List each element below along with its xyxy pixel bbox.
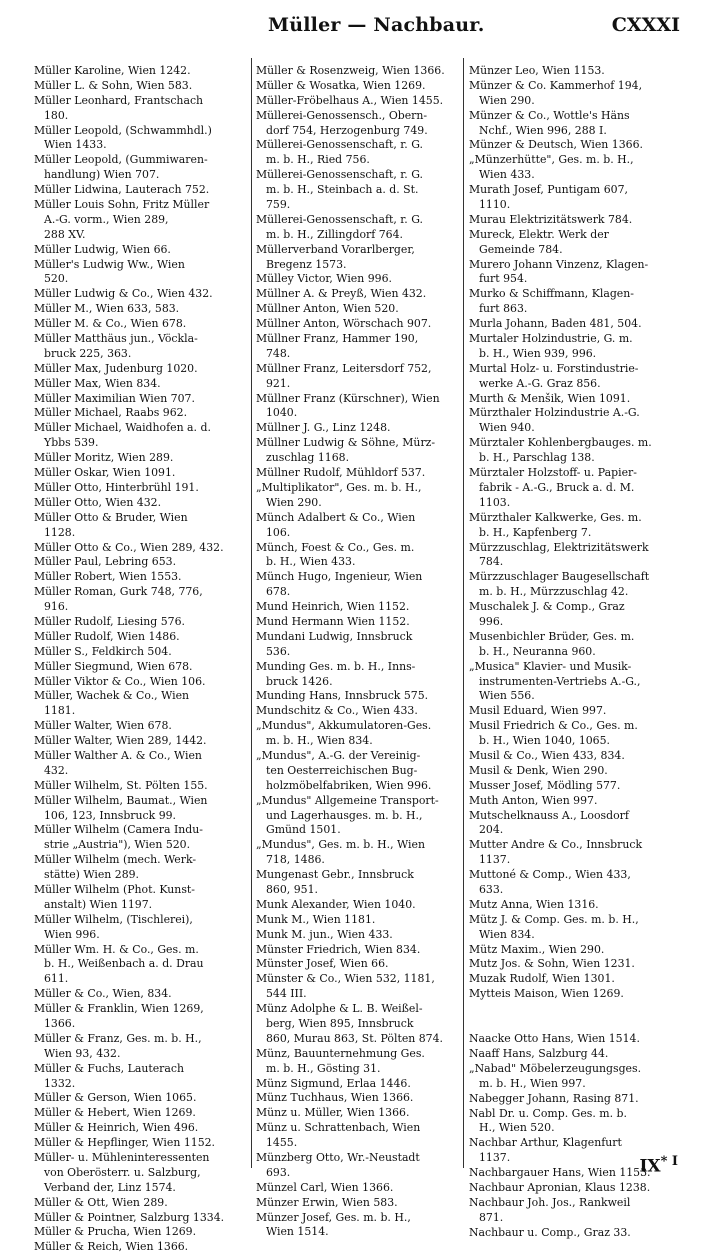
directory-entry: Münzer & Co., Wottle's Häns: [469, 108, 630, 122]
entry-continuation: A.-G. vorm., Wien 289,: [44, 212, 169, 226]
directory-entry: Musser Josef, Mödling 577.: [469, 778, 621, 792]
entry-continuation: 860, Murau 863, St. Pölten 874.: [266, 1031, 443, 1045]
directory-entry: Müller's Ludwig Ww., Wien: [34, 257, 185, 271]
entry-continuation: 180.: [44, 108, 69, 122]
directory-entry: Nachbar Arthur, Klagenfurt: [469, 1136, 622, 1150]
directory-entry: Müller Wilhelm (Phot. Kunst-: [34, 882, 195, 896]
entry-continuation: handlung) Wien 707.: [44, 168, 160, 182]
entry-continuation: 204.: [479, 823, 504, 837]
directory-entry: Münzberg Otto, Wr.-Neustadt: [256, 1151, 420, 1165]
directory-entry: Mürzthaler Holzindustrie A.-G.: [469, 406, 640, 420]
directory-entry: Nachbargauer Hans, Wien 1153.: [469, 1166, 651, 1180]
entry-continuation: 871.: [479, 1210, 504, 1224]
directory-entry: Naaff Hans, Salzburg 44.: [469, 1047, 609, 1060]
column-divider: [251, 58, 252, 1168]
entry-continuation: b. H., Weißenbach a. d. Drau: [44, 957, 204, 971]
directory-entry: Müller M., Wien 633, 583.: [34, 302, 180, 316]
directory-entry: Müller Walter, Wien 289, 1442.: [34, 734, 207, 748]
directory-column-2: [256, 64, 462, 1240]
entry-continuation: 106.: [266, 525, 291, 539]
directory-entry: Mürztaler Kohlenbergbauges. m.: [469, 436, 652, 450]
entry-continuation: werke A.-G. Graz 856.: [479, 376, 601, 390]
entry-continuation: 611.: [44, 972, 69, 986]
entry-continuation: Wien 290.: [479, 93, 535, 107]
directory-entry: Müllerei-Genossenschaft, r. G.: [256, 212, 423, 226]
entry-continuation: Wien 996.: [44, 927, 100, 941]
directory-entry: Munk M. jun., Wien 433.: [256, 927, 393, 941]
entry-continuation: 536.: [266, 644, 291, 658]
entry-continuation: m. b. H., Ried 756.: [266, 153, 370, 167]
directory-entry: „Mundus", A.-G. der Vereinig-: [256, 748, 421, 762]
directory-entry: Mutz Anna, Wien 1316.: [469, 897, 599, 911]
page-number: CXXXI: [611, 14, 680, 36]
signature-mark: * I: [660, 1154, 678, 1169]
directory-entry: Muth Anton, Wien 997.: [469, 793, 598, 807]
directory-entry: Müllner Rudolf, Mühldorf 537.: [256, 466, 426, 480]
entry-continuation: 693.: [266, 1165, 291, 1179]
directory-entry: Mütz J. & Comp. Ges. m. b. H.,: [469, 912, 639, 926]
directory-entry: Müller Ludwig, Wien 66.: [34, 242, 171, 256]
directory-entry: „Multiplikator", Ges. m. b. H.,: [256, 480, 422, 494]
entry-continuation: m. b. H., Steinbach a. d. St.: [266, 183, 419, 197]
entry-continuation: b. H., Kapfenberg 7.: [479, 525, 592, 539]
directory-entry: Munk M., Wien 1181.: [256, 912, 376, 926]
directory-entry: Müller Rudolf, Wien 1486.: [34, 629, 180, 643]
directory-entry: Münster Friedrich, Wien 834.: [256, 942, 421, 956]
directory-entry: Müller Leonhard, Frantschach: [34, 93, 204, 107]
directory-entry: Nabl Dr. u. Comp. Ges. m. b.: [469, 1106, 627, 1120]
directory-entry: Mungenast Gebr., Innsbruck: [256, 868, 414, 882]
directory-entry: Münch Hugo, Ingenieur, Wien: [256, 570, 423, 584]
entry-continuation: zuschlag 1168.: [266, 451, 350, 465]
page-header: [0, 0, 706, 50]
entry-continuation: strie „Austria"), Wien 520.: [44, 838, 191, 852]
directory-entry: Müllner J. G., Linz 1248.: [256, 421, 391, 435]
directory-entry: Murath Josef, Puntigam 607,: [469, 183, 628, 197]
directory-column-1: [34, 64, 247, 1255]
entry-continuation: Wien 290.: [266, 495, 322, 509]
directory-entry: Muzak Rudolf, Wien 1301.: [469, 972, 615, 986]
entry-continuation: berg, Wien 895, Innsbruck: [266, 1017, 414, 1030]
entry-continuation: und Lagerhausges. m. b. H.,: [266, 808, 423, 822]
directory-entry: Mütz Maxim., Wien 290.: [469, 942, 605, 956]
directory-entry: Müller Wilhelm (Camera Indu-: [34, 823, 203, 837]
directory-entry: Müller Wilhelm, Baumat., Wien: [34, 793, 208, 807]
directory-entry: Müllerverband Vorarlberger,: [256, 242, 415, 256]
directory-entry: Müller Roman, Gurk 748, 776,: [34, 585, 203, 599]
entry-continuation: ten Oesterreichischen Bug-: [266, 763, 418, 777]
directory-entry: Muttoné & Comp., Wien 433,: [469, 868, 631, 882]
entry-continuation: Wien 433.: [479, 168, 535, 182]
directory-entry: Müllner Ludwig & Söhne, Mürz-: [256, 436, 436, 450]
directory-entry: Münz Sigmund, Erlaa 1446.: [256, 1076, 411, 1090]
entry-continuation: instrumenten-Vertriebs A.-G.,: [479, 674, 641, 688]
directory-entry: Müller Otto, Wien 432.: [34, 495, 162, 509]
directory-entry: „Mundus", Akkumulatoren-Ges.: [256, 719, 432, 733]
directory-entry: Müller Oskar, Wien 1091.: [34, 466, 176, 480]
entry-continuation: m. b. H., Wien 834.: [266, 734, 373, 748]
entry-continuation: bruck 1426.: [266, 674, 333, 688]
entry-continuation: 1181.: [44, 704, 76, 718]
directory-entry: Müller- u. Mühleninteressenten: [34, 1151, 210, 1165]
directory-entry: Müller & Gerson, Wien 1065.: [34, 1091, 197, 1105]
directory-entry: Müller Otto, Hinterbrühl 191.: [34, 480, 199, 494]
directory-entry: „Mundus", Ges. m. b. H., Wien: [256, 838, 425, 852]
directory-entry: Müller L. & Sohn, Wien 583.: [34, 78, 193, 92]
directory-entry: Murau Elektrizitätswerk 784.: [469, 212, 633, 226]
printer-signature: [639, 1154, 678, 1177]
directory-entry: Müller & Heinrich, Wien 496.: [34, 1121, 199, 1135]
directory-entry: Müller Siegmund, Wien 678.: [34, 659, 193, 673]
directory-entry: Mundschitz & Co., Wien 433.: [256, 704, 418, 718]
entry-continuation: 921.: [266, 376, 291, 390]
directory-entry: Müller Karoline, Wien 1242.: [34, 64, 191, 77]
entry-continuation: b. H., Wien 939, 996.: [479, 346, 597, 360]
entry-continuation: 1110.: [479, 198, 511, 212]
directory-entry: Murtaler Holzindustrie, G. m.: [469, 332, 633, 346]
entry-continuation: Ybbs 539.: [44, 436, 99, 450]
entry-continuation: 1366.: [44, 1017, 76, 1030]
entry-continuation: furt 863.: [479, 302, 528, 316]
directory-entry: „Nabad" Möbelerzeugungsges.: [469, 1061, 642, 1075]
directory-entry: Münzer & Co. Kammerhof 194,: [469, 78, 643, 92]
directory-entry: Musil Eduard, Wien 997.: [469, 704, 607, 718]
entry-continuation: 1332.: [44, 1076, 76, 1090]
directory-entry: Münzer Josef, Ges. m. b. H.,: [256, 1210, 411, 1224]
directory-entry: Mürztaler Holzstoff- u. Papier-: [469, 466, 637, 480]
directory-entry: Müller Viktor & Co., Wien 106.: [34, 674, 206, 688]
entry-continuation: 1128.: [44, 525, 76, 539]
directory-entry: Müller Max, Wien 834.: [34, 376, 161, 390]
directory-entry: Mutschelknauss A., Loosdorf: [469, 808, 629, 822]
entry-continuation: 916.: [44, 600, 69, 614]
entry-continuation: m. b. H., Mürzzuschlag 42.: [479, 585, 629, 599]
directory-entry: Nachbaur Apronian, Klaus 1238.: [469, 1181, 651, 1195]
directory-entry: Müller Michael, Raabs 962.: [34, 406, 188, 420]
directory-entry: Müller Maximilian Wien 707.: [34, 391, 195, 405]
directory-entry: Müller & Franklin, Wien 1269,: [34, 1002, 204, 1016]
entry-continuation: b. H., Parschlag 138.: [479, 451, 595, 465]
directory-entry: Müller Otto & Co., Wien 289, 432.: [34, 540, 224, 554]
entry-continuation: Verband der, Linz 1574.: [44, 1180, 176, 1194]
entry-continuation: 1455.: [266, 1136, 298, 1150]
directory-entry: Münster Josef, Wien 66.: [256, 957, 389, 971]
entry-continuation: 784.: [479, 555, 504, 569]
directory-entry: Müller & Co., Wien, 834.: [34, 987, 172, 1001]
entry-continuation: fabrik - A.-G., Bruck a. d. M.: [479, 480, 635, 494]
directory-entry: Mürzthaler Kalkwerke, Ges. m.: [469, 510, 642, 524]
directory-entry: Müller & Franz, Ges. m. b. H.,: [34, 1031, 202, 1045]
column-divider: [463, 58, 464, 1168]
entry-continuation: 633.: [479, 882, 504, 896]
directory-entry: Müller & Hepflinger, Wien 1152.: [34, 1136, 216, 1150]
directory-entry: Müller & Wosatka, Wien 1269.: [256, 78, 426, 92]
directory-entry: Müller Walter, Wien 678.: [34, 719, 172, 733]
directory-entry: Müllner Anton, Wien 520.: [256, 302, 399, 316]
entry-continuation: m. b. H., Zillingdorf 764.: [266, 227, 403, 241]
directory-entry: Murth & Menšik, Wien 1091.: [469, 391, 631, 405]
directory-entry: Mytteis Maison, Wien 1269.: [469, 987, 624, 1001]
directory-entry: Musil Friedrich & Co., Ges. m.: [469, 719, 638, 733]
directory-entry: Munding Hans, Innsbruck 575.: [256, 689, 429, 703]
entry-continuation: dorf 754, Herzogenburg 749.: [266, 123, 428, 137]
entry-continuation: holzmöbelfabriken, Wien 996.: [266, 778, 432, 792]
directory-entry: „Mundus" Allgemeine Transport-: [256, 793, 439, 807]
directory-entry: Münch, Foest & Co., Ges. m.: [256, 540, 415, 554]
entry-continuation: 1040.: [266, 406, 298, 420]
entry-continuation: 860, 951.: [266, 882, 318, 896]
entry-continuation: b. H., Wien 1040, 1065.: [479, 734, 611, 748]
directory-entry: Mutter Andre & Co., Innsbruck: [469, 838, 643, 852]
directory-entry: Müller Walther A. & Co., Wien: [34, 748, 202, 762]
directory-entry: Müller & Reich, Wien 1366.: [34, 1240, 189, 1254]
entry-continuation: bruck 225, 363.: [44, 346, 132, 360]
directory-entry: Müller & Rosenzweig, Wien 1366.: [256, 64, 445, 77]
directory-entry: Naacke Otto Hans, Wien 1514.: [469, 1032, 640, 1046]
directory-entry: Müller Rudolf, Liesing 576.: [34, 614, 185, 628]
directory-entry: Müller-Fröbelhaus A., Wien 1455.: [256, 93, 444, 107]
entry-continuation: 1103.: [479, 495, 511, 509]
directory-entry: Müller & Fuchs, Lauterach: [34, 1061, 184, 1075]
page-title: Müller — Nachbaur.: [268, 14, 485, 36]
directory-entry: Müllner A. & Preyß, Wien 432.: [256, 287, 427, 301]
directory-entry: Müller Paul, Lebring 653.: [34, 555, 177, 569]
directory-entry: Münch Adalbert & Co., Wien: [256, 510, 416, 524]
directory-entry: Nachbaur u. Comp., Graz 33.: [469, 1225, 631, 1239]
entry-continuation: 759.: [266, 198, 291, 212]
entry-continuation: 996.: [479, 614, 504, 628]
directory-entry: Müllerei-Genossenschaft, r. G.: [256, 168, 423, 182]
directory-entry: Murero Johann Vinzenz, Klagen-: [469, 257, 649, 271]
directory-entry: Musenbichler Brüder, Ges. m.: [469, 629, 635, 643]
entry-continuation: Wien 940.: [479, 421, 535, 435]
directory-entry: Müller M. & Co., Wien 678.: [34, 317, 187, 331]
entry-continuation: b. H., Wien 433.: [266, 555, 356, 569]
directory-entry: Müllner Franz, Hammer 190,: [256, 332, 419, 346]
directory-entry: Müller Wilhelm, St. Pölten 155.: [34, 778, 208, 792]
entry-continuation: furt 954.: [479, 272, 528, 286]
directory-entry: Müllerei-Genossensch., Obern-: [256, 108, 428, 122]
entry-continuation: Wien 834.: [479, 927, 535, 941]
directory-entry: Müllerei-Genossenschaft, r. G.: [256, 138, 423, 152]
directory-entry: Muschalek J. & Comp., Graz: [469, 600, 625, 614]
directory-entry: Müllner Franz, Leitersdorf 752,: [256, 361, 432, 375]
directory-entry: Müller Lidwina, Lauterach 752.: [34, 183, 210, 197]
entry-continuation: stätte) Wien 289.: [44, 868, 140, 882]
directory-entry: Müller Wilhelm (mech. Werk-: [34, 853, 197, 867]
entry-continuation: 1137.: [479, 853, 511, 867]
entry-continuation: Bregenz 1573.: [266, 257, 347, 271]
entry-continuation: b. H., Neuranna 960.: [479, 644, 596, 658]
directory-entry: Münz Tuchhaus, Wien 1366.: [256, 1091, 414, 1105]
entry-continuation: von Oberösterr. u. Salzburg,: [44, 1165, 201, 1179]
directory-entry: Müller & Pointner, Salzburg 1334.: [34, 1210, 225, 1224]
directory-entry: Müller, Wachek & Co., Wien: [34, 689, 190, 703]
directory-entry: Mureck, Elektr. Werk der: [469, 227, 609, 241]
directory-entry: Müller & Prucha, Wien 1269.: [34, 1225, 197, 1239]
directory-entry: Müller & Ott, Wien 289.: [34, 1195, 168, 1209]
directory-column-3: [469, 64, 679, 1241]
directory-entry: Musil & Denk, Wien 290.: [469, 763, 608, 777]
directory-entry: Mund Heinrich, Wien 1152.: [256, 600, 410, 614]
directory-entry: Müllner Franz (Kürschner), Wien: [256, 391, 440, 405]
section-gap: [469, 1002, 679, 1032]
directory-entry: Münzer & Deutsch, Wien 1366.: [469, 138, 643, 152]
entry-continuation: 748.: [266, 346, 291, 360]
directory-entry: Mundani Ludwig, Innsbruck: [256, 629, 413, 643]
directory-entry: Müller Leopold, (Gummiwaren-: [34, 153, 208, 167]
directory-entry: Müller & Hebert, Wien 1269.: [34, 1106, 196, 1120]
entry-continuation: 432.: [44, 763, 69, 777]
entry-continuation: anstalt) Wien 1197.: [44, 897, 153, 911]
entry-continuation: Wien 93, 432.: [44, 1046, 121, 1060]
entry-continuation: 678.: [266, 585, 291, 599]
directory-entry: Mülley Victor, Wien 996.: [256, 272, 392, 286]
directory-entry: Nachbaur Joh. Jos., Rankweil: [469, 1195, 631, 1209]
directory-entry: Mutz Jos. & Sohn, Wien 1231.: [469, 957, 635, 971]
directory-entry: Müller Matthäus jun., Vöckla-: [34, 332, 198, 346]
entry-continuation: 520.: [44, 272, 69, 286]
entry-continuation: Wien 556.: [479, 689, 535, 703]
entry-continuation: m. b. H., Wien 997.: [479, 1076, 586, 1090]
directory-entry: Müller Ludwig & Co., Wien 432.: [34, 287, 213, 301]
entry-continuation: 288 XV.: [44, 227, 86, 241]
directory-entry: Müller Wm. H. & Co., Ges. m.: [34, 942, 199, 956]
directory-entry: Müller Michael, Waidhofen a. d.: [34, 421, 211, 435]
directory-entry: Murko & Schiffmann, Klagen-: [469, 287, 634, 301]
entry-continuation: m. b. H., Gösting 31.: [266, 1061, 381, 1075]
directory-entry: Münz Adolphe & L. B. Weißel-: [256, 1002, 423, 1016]
entry-continuation: Gmünd 1501.: [266, 823, 341, 837]
directory-entry: Munk Alexander, Wien 1040.: [256, 897, 416, 911]
directory-entry: Müller Robert, Wien 1553.: [34, 570, 182, 584]
directory-entry: Münzer Erwin, Wien 583.: [256, 1195, 398, 1209]
entry-continuation: 544 III.: [266, 987, 307, 1001]
directory-entry: Munding Ges. m. b. H., Inns-: [256, 659, 416, 673]
signature-number: IX: [639, 1156, 661, 1177]
directory-entry: „Münzerhütte", Ges. m. b. H.,: [469, 153, 634, 167]
directory-entry: Mund Hermann Wien 1152.: [256, 614, 410, 628]
directory-entry: Musil & Co., Wien 433, 834.: [469, 748, 625, 762]
directory-entry: Münzer Leo, Wien 1153.: [469, 64, 605, 77]
directory-entry: Murtal Holz- u. Forstindustrie-: [469, 361, 639, 375]
directory-entry: Müller S., Feldkirch 504.: [34, 644, 172, 658]
entry-continuation: 718, 1486.: [266, 853, 325, 867]
directory-entry: Müller Louis Sohn, Fritz Müller: [34, 198, 210, 212]
entry-continuation: 106, 123, Innsbruck 99.: [44, 808, 177, 822]
entry-continuation: H., Wien 520.: [479, 1121, 555, 1135]
entry-continuation: Wien 1433.: [44, 138, 107, 152]
directory-entry: Nabegger Johann, Rasing 871.: [469, 1091, 639, 1105]
directory-entry: Münz u. Schrattenbach, Wien: [256, 1121, 421, 1135]
directory-entry: Mürzzuschlag, Elektrizitätswerk: [469, 540, 649, 554]
entry-continuation: Wien 1514.: [266, 1225, 329, 1239]
directory-entry: Müller Moritz, Wien 289.: [34, 451, 174, 465]
directory-entry: Münz, Bauunternehmung Ges.: [256, 1046, 425, 1060]
directory-entry: „Musica" Klavier- und Musik-: [469, 659, 632, 673]
directory-entry: Mürzzuschlager Baugesellschaft: [469, 570, 650, 584]
entry-continuation: Gemeinde 784.: [479, 242, 563, 256]
entry-continuation: 1137.: [479, 1151, 511, 1165]
directory-entry: Münz u. Müller, Wien 1366.: [256, 1106, 410, 1120]
directory-entry: Müller Leopold, (Schwammhdl.): [34, 123, 212, 137]
directory-entry: Müller Otto & Bruder, Wien: [34, 510, 188, 524]
directory-entry: Müller Wilhelm, (Tischlerei),: [34, 912, 193, 926]
directory-entry: Murla Johann, Baden 481, 504.: [469, 317, 642, 331]
directory-entry: Müllner Anton, Wörschach 907.: [256, 317, 432, 331]
directory-entry: Münster & Co., Wien 532, 1181,: [256, 972, 435, 986]
directory-entry: Münzel Carl, Wien 1366.: [256, 1180, 394, 1194]
entry-continuation: Nchf., Wien 996, 288 I.: [479, 123, 607, 137]
directory-entry: Müller Max, Judenburg 1020.: [34, 361, 198, 375]
